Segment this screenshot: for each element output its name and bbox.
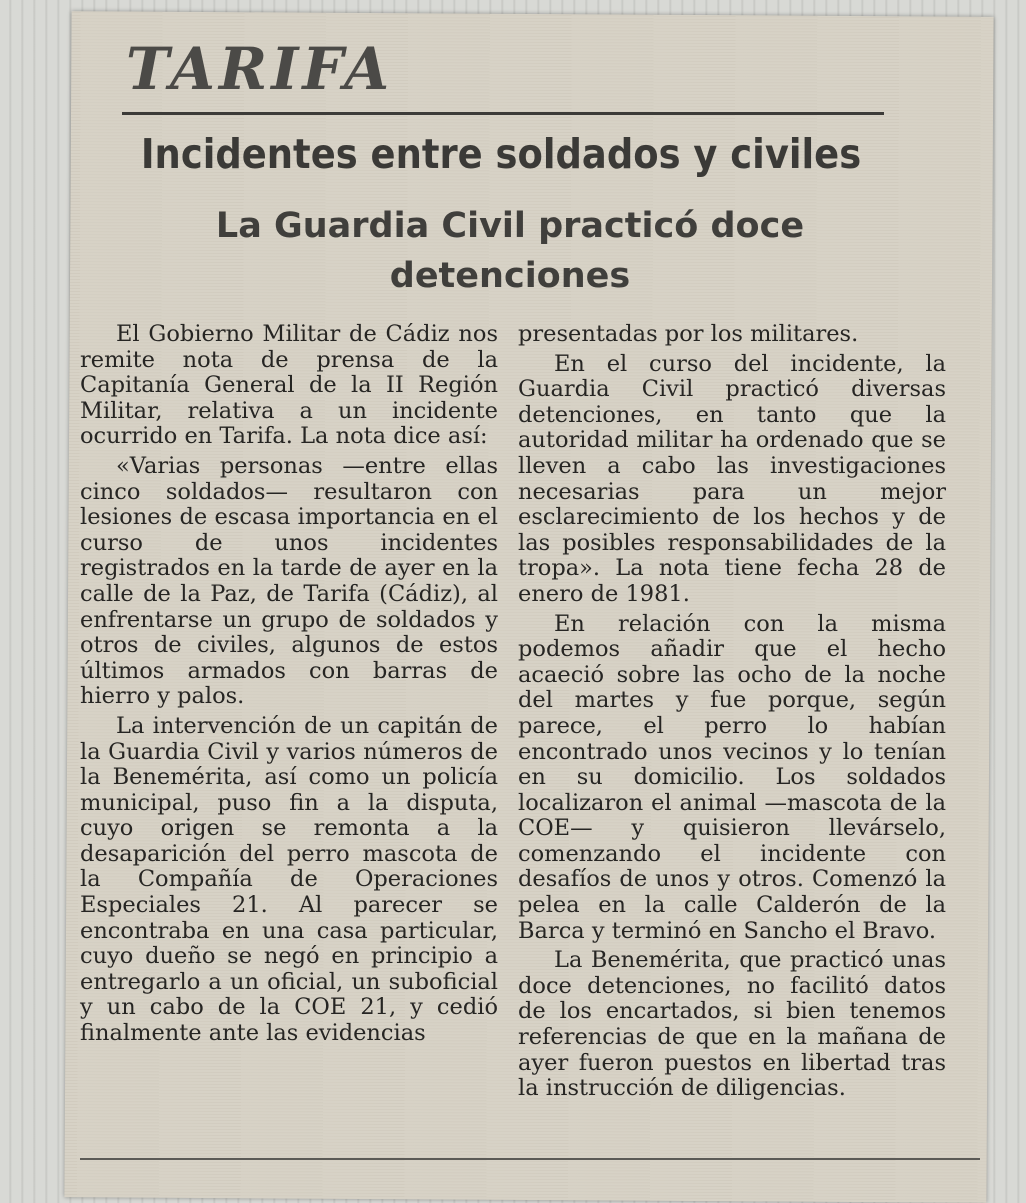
section-rule xyxy=(122,112,884,115)
paragraph: «Varias personas —entre ellas cinco soldados— resultaron con lesiones de escasa importancia en el curso de unos incidentes registrados en la tarde de ayer en la calle de la Paz, de Tarifa (Cádiz), al enfrentarse un grupo de soldados y otros de civiles, algunos de estos últimos armados con barras de hierro y palos. xyxy=(80,452,498,710)
paragraph: La Benemérita, que practicó unas doce detenciones, no facilitó datos de los encartados, si bien tenemos referencias de que en la mañana de ayer fueron puestos en libertad tras la instrucción de diligencias. xyxy=(518,947,946,1102)
paragraph: presentadas por los militares. xyxy=(518,321,859,347)
headline: Incidentes entre soldados y civiles xyxy=(140,130,862,178)
section-title: TARIFA xyxy=(126,35,394,103)
bottom-rule xyxy=(80,1158,980,1160)
paragraph: En el curso del incidente, la Guardia Civil practicó diversas detenciones, en tanto que la autoridad militar ha ordenado que se lleven a cabo las investigaciones necesarias para un mejor esclarecimiento de los hechos y de las posibles responsabilidades de la tropa». La nota tiene fecha 28 de enero de 1981. xyxy=(518,350,946,607)
left-column xyxy=(80,322,498,1051)
paragraph: En relación con la misma podemos añadir que el hecho acaeció sobre las ocho de la noche del martes y fue porque, según parece, el perro lo habían encontrado unos vecinos y lo tenían en su domicilio. Los soldados localizaron el animal —mascota de la COE— y quisieron llevárselo, comenzando el incidente con desafíos de unos y otros. Comenzó la pelea en la calle Calderón de la Barca y terminó en Sancho el Bravo. xyxy=(518,610,946,944)
right-column xyxy=(518,322,946,1106)
paragraph: La intervención de un capitán de la Guardia Civil y varios números de la Benemérita, así como un policía municipal, puso fin a la disputa, cuyo origen se remonta a la desaparición del perro mascota de la Compañía de Operaciones Especiales 21. Al parecer se encontraba en una casa particular, cuyo dueño se negó en principio a entregarlo a un oficial, un suboficial y un cabo de la COE 21, y cedió finalmente ante las evidencias xyxy=(80,712,498,1047)
paragraph: El Gobierno Militar de Cádiz nos remite nota de prensa de la Capitanía General de la II Región Militar, relativa a un incidente ocurrido en Tarifa. La nota dice así: xyxy=(80,321,498,450)
subheadline: La Guardia Civil practicó doce detenciones xyxy=(215,206,805,296)
